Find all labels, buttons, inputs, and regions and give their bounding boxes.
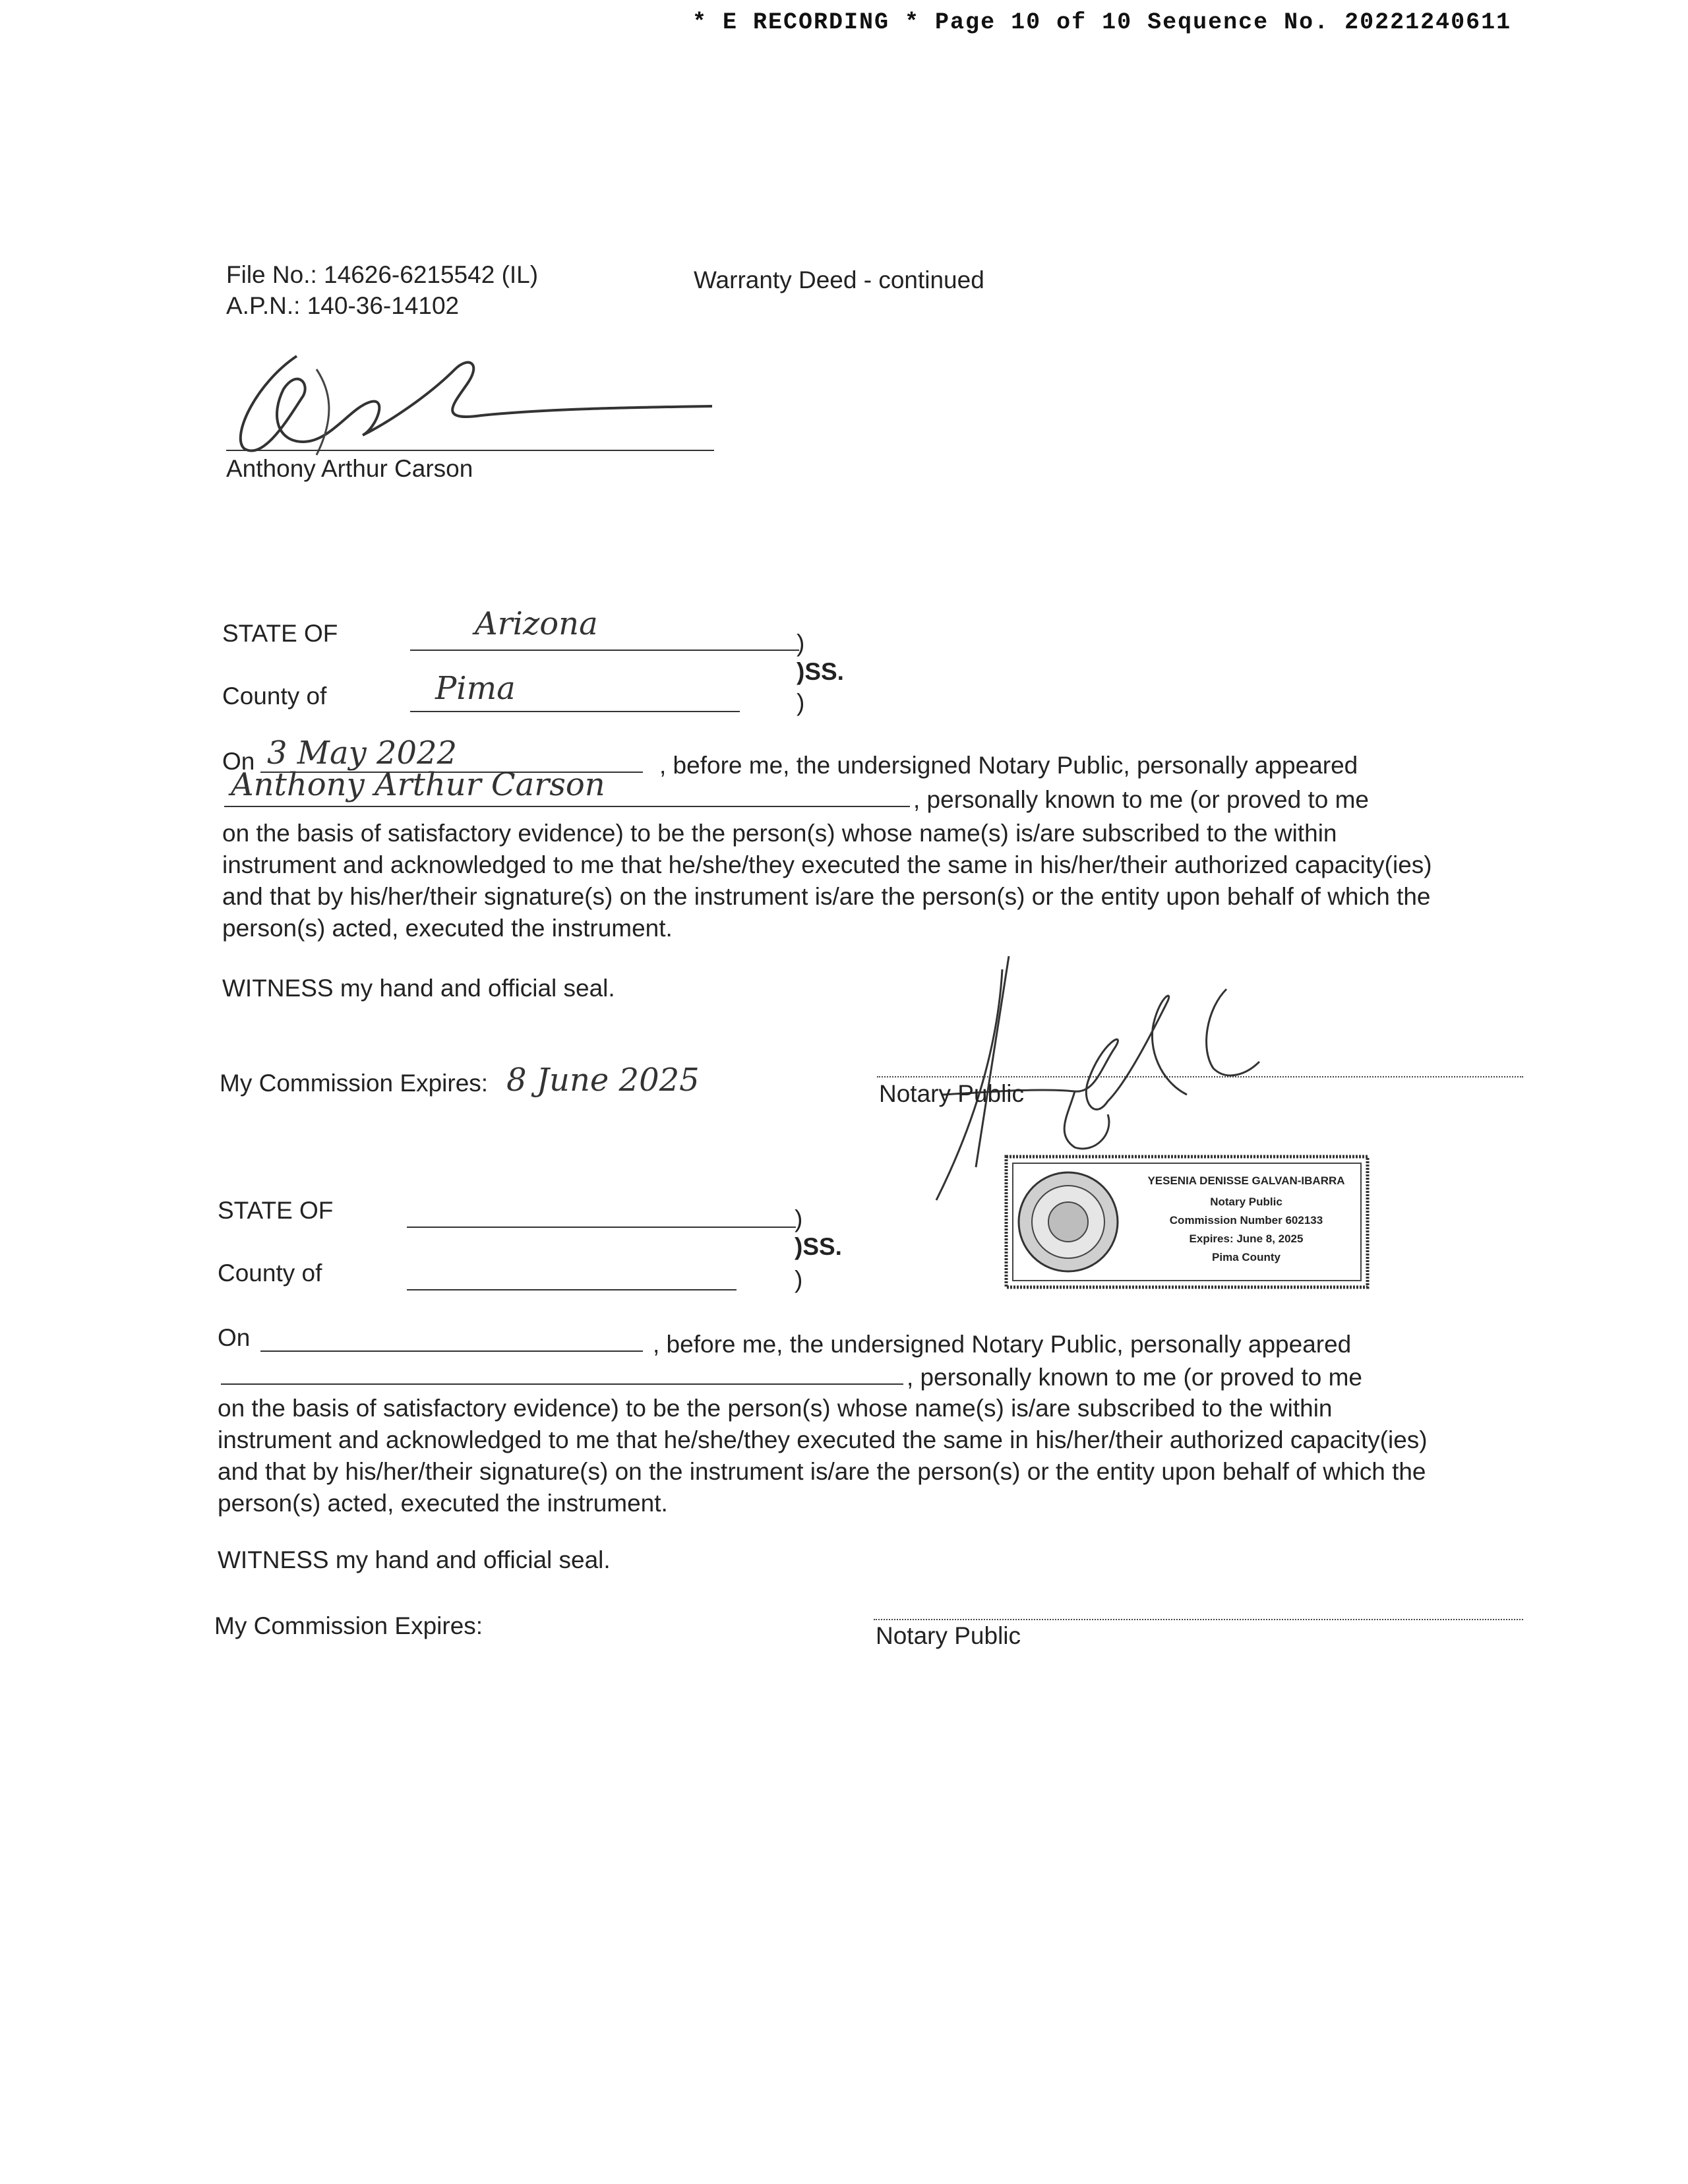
grantor-signature-line	[226, 450, 714, 451]
appeared-name-1: Anthony Arthur Carson	[231, 766, 605, 803]
grantor-name: Anthony Arthur Carson	[226, 455, 473, 482]
notary-label-1: Notary Public	[879, 1080, 1025, 1107]
county-label-1: County of	[222, 682, 327, 710]
document-title: Warranty Deed - continued	[694, 266, 984, 293]
state-line-2	[407, 1227, 796, 1228]
commission-label-2: My Commission Expires:	[214, 1612, 483, 1639]
commission-label-1: My Commission Expires:	[220, 1070, 489, 1097]
on-label-1: On	[222, 748, 255, 775]
paren-state-2: )	[795, 1205, 803, 1232]
before-me-2: , before me, the undersigned Notary Public, personally appeared	[653, 1331, 1352, 1358]
witness-text-2: WITNESS my hand and official seal.	[218, 1546, 611, 1573]
before-me-1: , before me, the undersigned Notary Public, personally appeared	[659, 752, 1358, 779]
state-label-2: STATE OF	[218, 1197, 334, 1224]
county-line-1	[410, 711, 740, 712]
acknowledgment-body-2: on the basis of satisfactory evidence) to be the person(s) whose name(s) is/are subscribed to the within instrument and acknowledged to me that he/she/they executed the same in his/her/their authorized capacity(ies) and that by his/her/their signature(s) on the instrument is/are the person(s) or the entity upon behalf of which the person(s) acted, executed the instrument.	[218, 1395, 1428, 1517]
commission-value-1: 8 June 2025	[506, 1062, 700, 1099]
paren-county-2: )	[795, 1266, 803, 1293]
on-label-2: On	[218, 1324, 251, 1351]
witness-text-1: WITNESS my hand and official seal.	[222, 975, 615, 1002]
known-text-2: , personally known to me (or proved to me	[907, 1364, 1362, 1391]
paren-state-1: )	[797, 630, 805, 657]
stamp-line-3: Commission Number 602133	[1169, 1214, 1323, 1227]
appeared-line-1	[224, 806, 910, 807]
notary-label-2: Notary Public	[876, 1622, 1021, 1649]
on-date-1: 3 May 2022	[267, 735, 458, 772]
stamp-line-2: Notary Public	[1210, 1196, 1282, 1208]
paren-county-1: )	[797, 689, 805, 716]
stamp-line-4: Expires: June 8, 2025	[1189, 1232, 1304, 1245]
file-number: File No.: 14626-6215542 (IL)	[226, 261, 539, 288]
state-line-1	[410, 650, 799, 651]
stamp-line-1: YESENIA DENISSE GALVAN-IBARRA	[1147, 1174, 1345, 1187]
acknowledgment-body-1: on the basis of satisfactory evidence) to be the person(s) whose name(s) is/are subscribed to the within instrument and acknowledged to me that he/she/they executed the same in his/her/their authorized capacity(ies) and that by his/her/their signature(s) on the instrument is/are the person(s) or the entity upon behalf of which the person(s) acted, executed the instrument.	[222, 820, 1432, 942]
county-label-2: County of	[218, 1259, 322, 1287]
notary-stamp	[1002, 1153, 1372, 1291]
ss-label-1: )SS.	[797, 658, 844, 685]
ss-label-2: )SS.	[795, 1233, 842, 1260]
apn-number: A.P.N.: 140-36-14102	[226, 292, 460, 319]
appeared-line-2	[221, 1383, 903, 1385]
notary-signature-line-2	[874, 1619, 1523, 1620]
known-text-1: , personally known to me (or proved to me	[913, 786, 1369, 813]
on-date-line-2	[260, 1350, 643, 1352]
recording-header: * E RECORDING * Page 10 of 10 Sequence No. 20221240611	[692, 9, 1512, 36]
stamp-line-5: Pima County	[1212, 1251, 1281, 1263]
state-label-1: STATE OF	[222, 620, 338, 647]
state-value-1: Arizona	[475, 605, 598, 642]
notary-signature-line-1	[877, 1076, 1523, 1077]
county-line-2	[407, 1289, 737, 1290]
county-value-1: Pima	[435, 670, 516, 707]
